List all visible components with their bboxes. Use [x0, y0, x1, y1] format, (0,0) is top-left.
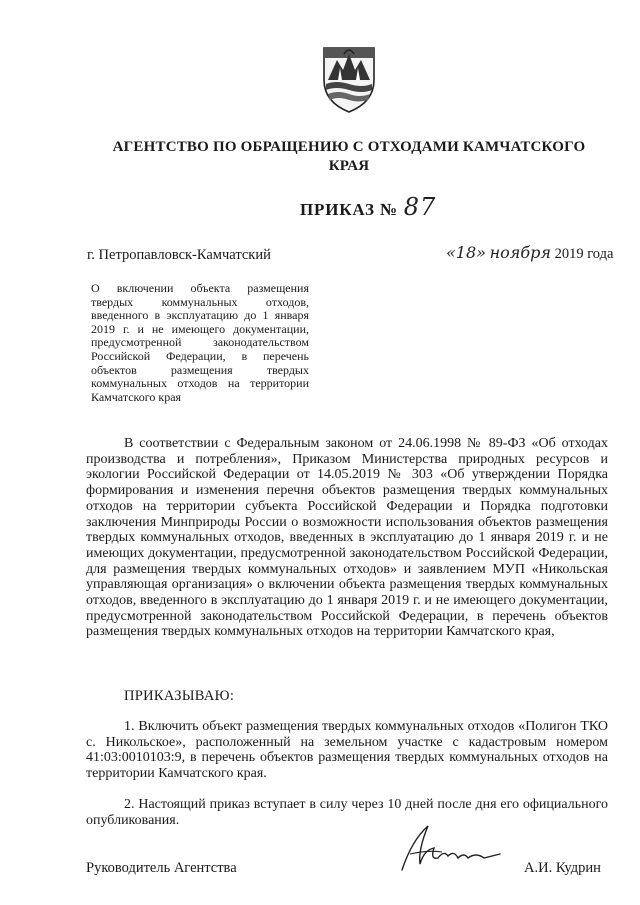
date-close-quote: » [476, 243, 486, 262]
agency-header [80, 138, 618, 176]
preamble-paragraph: В соответствии с Федеральным законом от 24.06.1998 № 89-ФЗ «Об отходах производства и потребления», Приказом Министерства природных ресурсов и экологии Российской Федерации от 14.05.2019 № 303 «Об утверждении Порядка формирования и изменения перечня объектов размещения твердых коммунальных отходов на территории субъекта Российской Федерации и Порядка подготовки заключения Минприроды России о возможности использования объектов размещения твердых коммунальных отходов, введенных в эксплуатацию до 1 января 2019 г. и не имеющих документации, предусмотренной законодательством Российской Федерации, для размещения твердых коммунальных отходов» и заявлением МУП «Никольская управляющая организация» о включении объекта размещения твердых коммунальных отходов, введенного в эксплуатацию до 1 января 2019 г. и не имеющего документации, предусмотренной законодательством Российской Федерации, в перечень объектов размещения твердых коммунальных отходов на территории Камчатского края, [86, 436, 608, 640]
kamchatka-coat-of-arms-icon [318, 40, 380, 114]
order-title [300, 193, 436, 221]
order-place: г. Петропавловск-Камчатский [87, 247, 271, 263]
date-day: 18 [455, 243, 477, 262]
order-item-2: 2. Настоящий приказ вступает в силу через 10 дней после дня его официального опубликования. [86, 797, 608, 828]
date-year: 2019 года [554, 246, 614, 262]
directive-heading: ПРИКАЗЫВАЮ: [124, 688, 235, 704]
signatory-position: Руководитель Агентства [86, 860, 237, 876]
agency-name-line-1: АГЕНТСТВО ПО ОБРАЩЕНИЮ С ОТХОДАМИ КАМЧАТСКОГО [112, 139, 586, 155]
order-item-1: 1. Включить объект размещения твердых коммунальных отходов «Полигон ТКО с. Никольское», расположенный на земельном участке с кадастровым номером 41:03:0010103:9, в перечень объектов размещения твердых коммунальных отходов на территории Камчатского края. [86, 719, 608, 782]
order-label: ПРИКАЗ № [300, 200, 398, 219]
order-subject: О включении объекта размещения твердых коммунальных отходов, введенного в эксплуатацию до 1 января 2019 г. и не имеющего документации, предусмотренной законодательством Российской Федерации, в перечень объектов размещения твердых коммунальных отходов на территории Камчатского края [91, 281, 309, 404]
signature-image [398, 820, 504, 876]
agency-name-line-2: КРАЯ [328, 158, 370, 174]
order-number: 87 [403, 193, 437, 221]
order-date [446, 243, 613, 263]
date-month: ноября [489, 243, 551, 262]
signatory-name: А.И. Кудрин [524, 860, 601, 876]
date-open-quote: « [446, 243, 456, 262]
